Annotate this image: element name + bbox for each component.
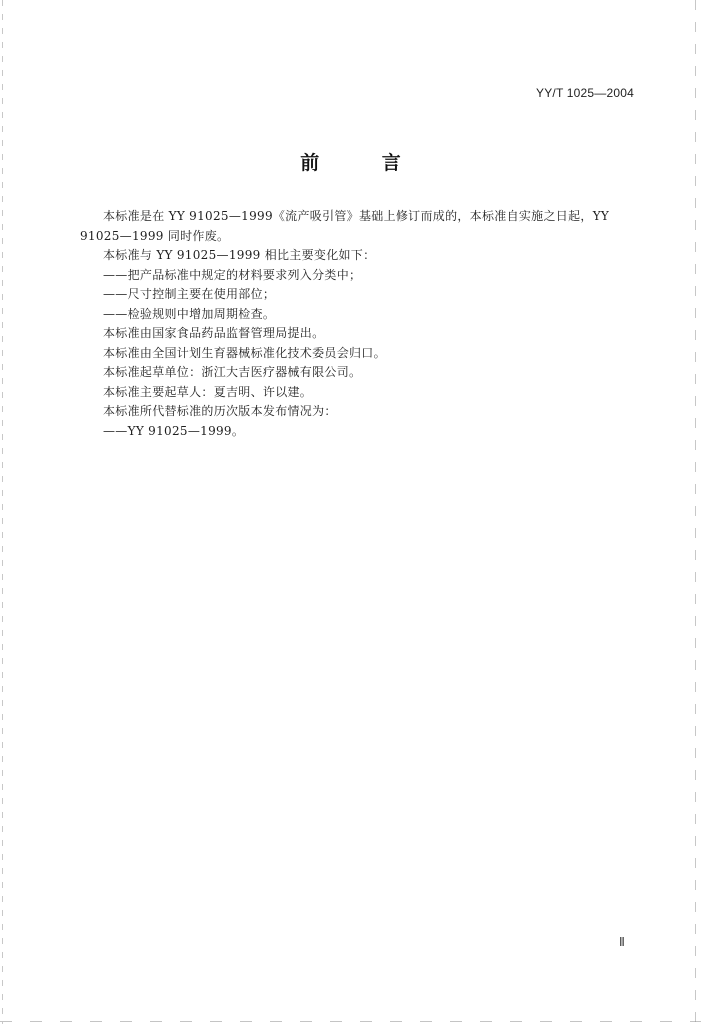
paragraph-change-inspection: ——检验规则中增加周期检查。 [103, 306, 276, 321]
page-number: Ⅱ [619, 935, 625, 949]
paragraph-change-materials: ——把产品标准中规定的材料要求列入分类中； [103, 267, 362, 282]
paragraph-revision-basis: 本标准是在 YY 91025—1999《流产吸引管》基础上修订而成的，本标准自实施之日起，YY 91025—1999 同时作废。 [80, 209, 610, 243]
paragraph-proposer: 本标准由国家食品药品监督管理局提出。 [103, 326, 325, 340]
paragraph-administrator: 本标准由全国计划生育器械标准化技术委员会归口。 [103, 345, 386, 360]
paragraph-changes-intro: 本标准与 YY 91025—1999 相比主要变化如下： [103, 248, 376, 262]
paragraph-drafting-unit: 本标准起草单位：浙江大吉医疗器械有限公司。 [103, 365, 362, 379]
paragraph-history-item: ——YY 91025—1999。 [103, 423, 245, 438]
page-title: 前 言 [300, 152, 429, 174]
paragraph-drafters: 本标准主要起草人：夏吉明、许以建。 [103, 384, 313, 399]
paragraph-change-dimensions: ——尺寸控制主要在使用部位； [103, 287, 276, 301]
paragraph-history-intro: 本标准所代替标准的历次版本发布情况为： [103, 404, 337, 418]
foreword-body [80, 207, 640, 441]
standard-code: YY/T 1025—2004 [536, 86, 634, 100]
scan-edge-bottom [0, 1021, 701, 1022]
